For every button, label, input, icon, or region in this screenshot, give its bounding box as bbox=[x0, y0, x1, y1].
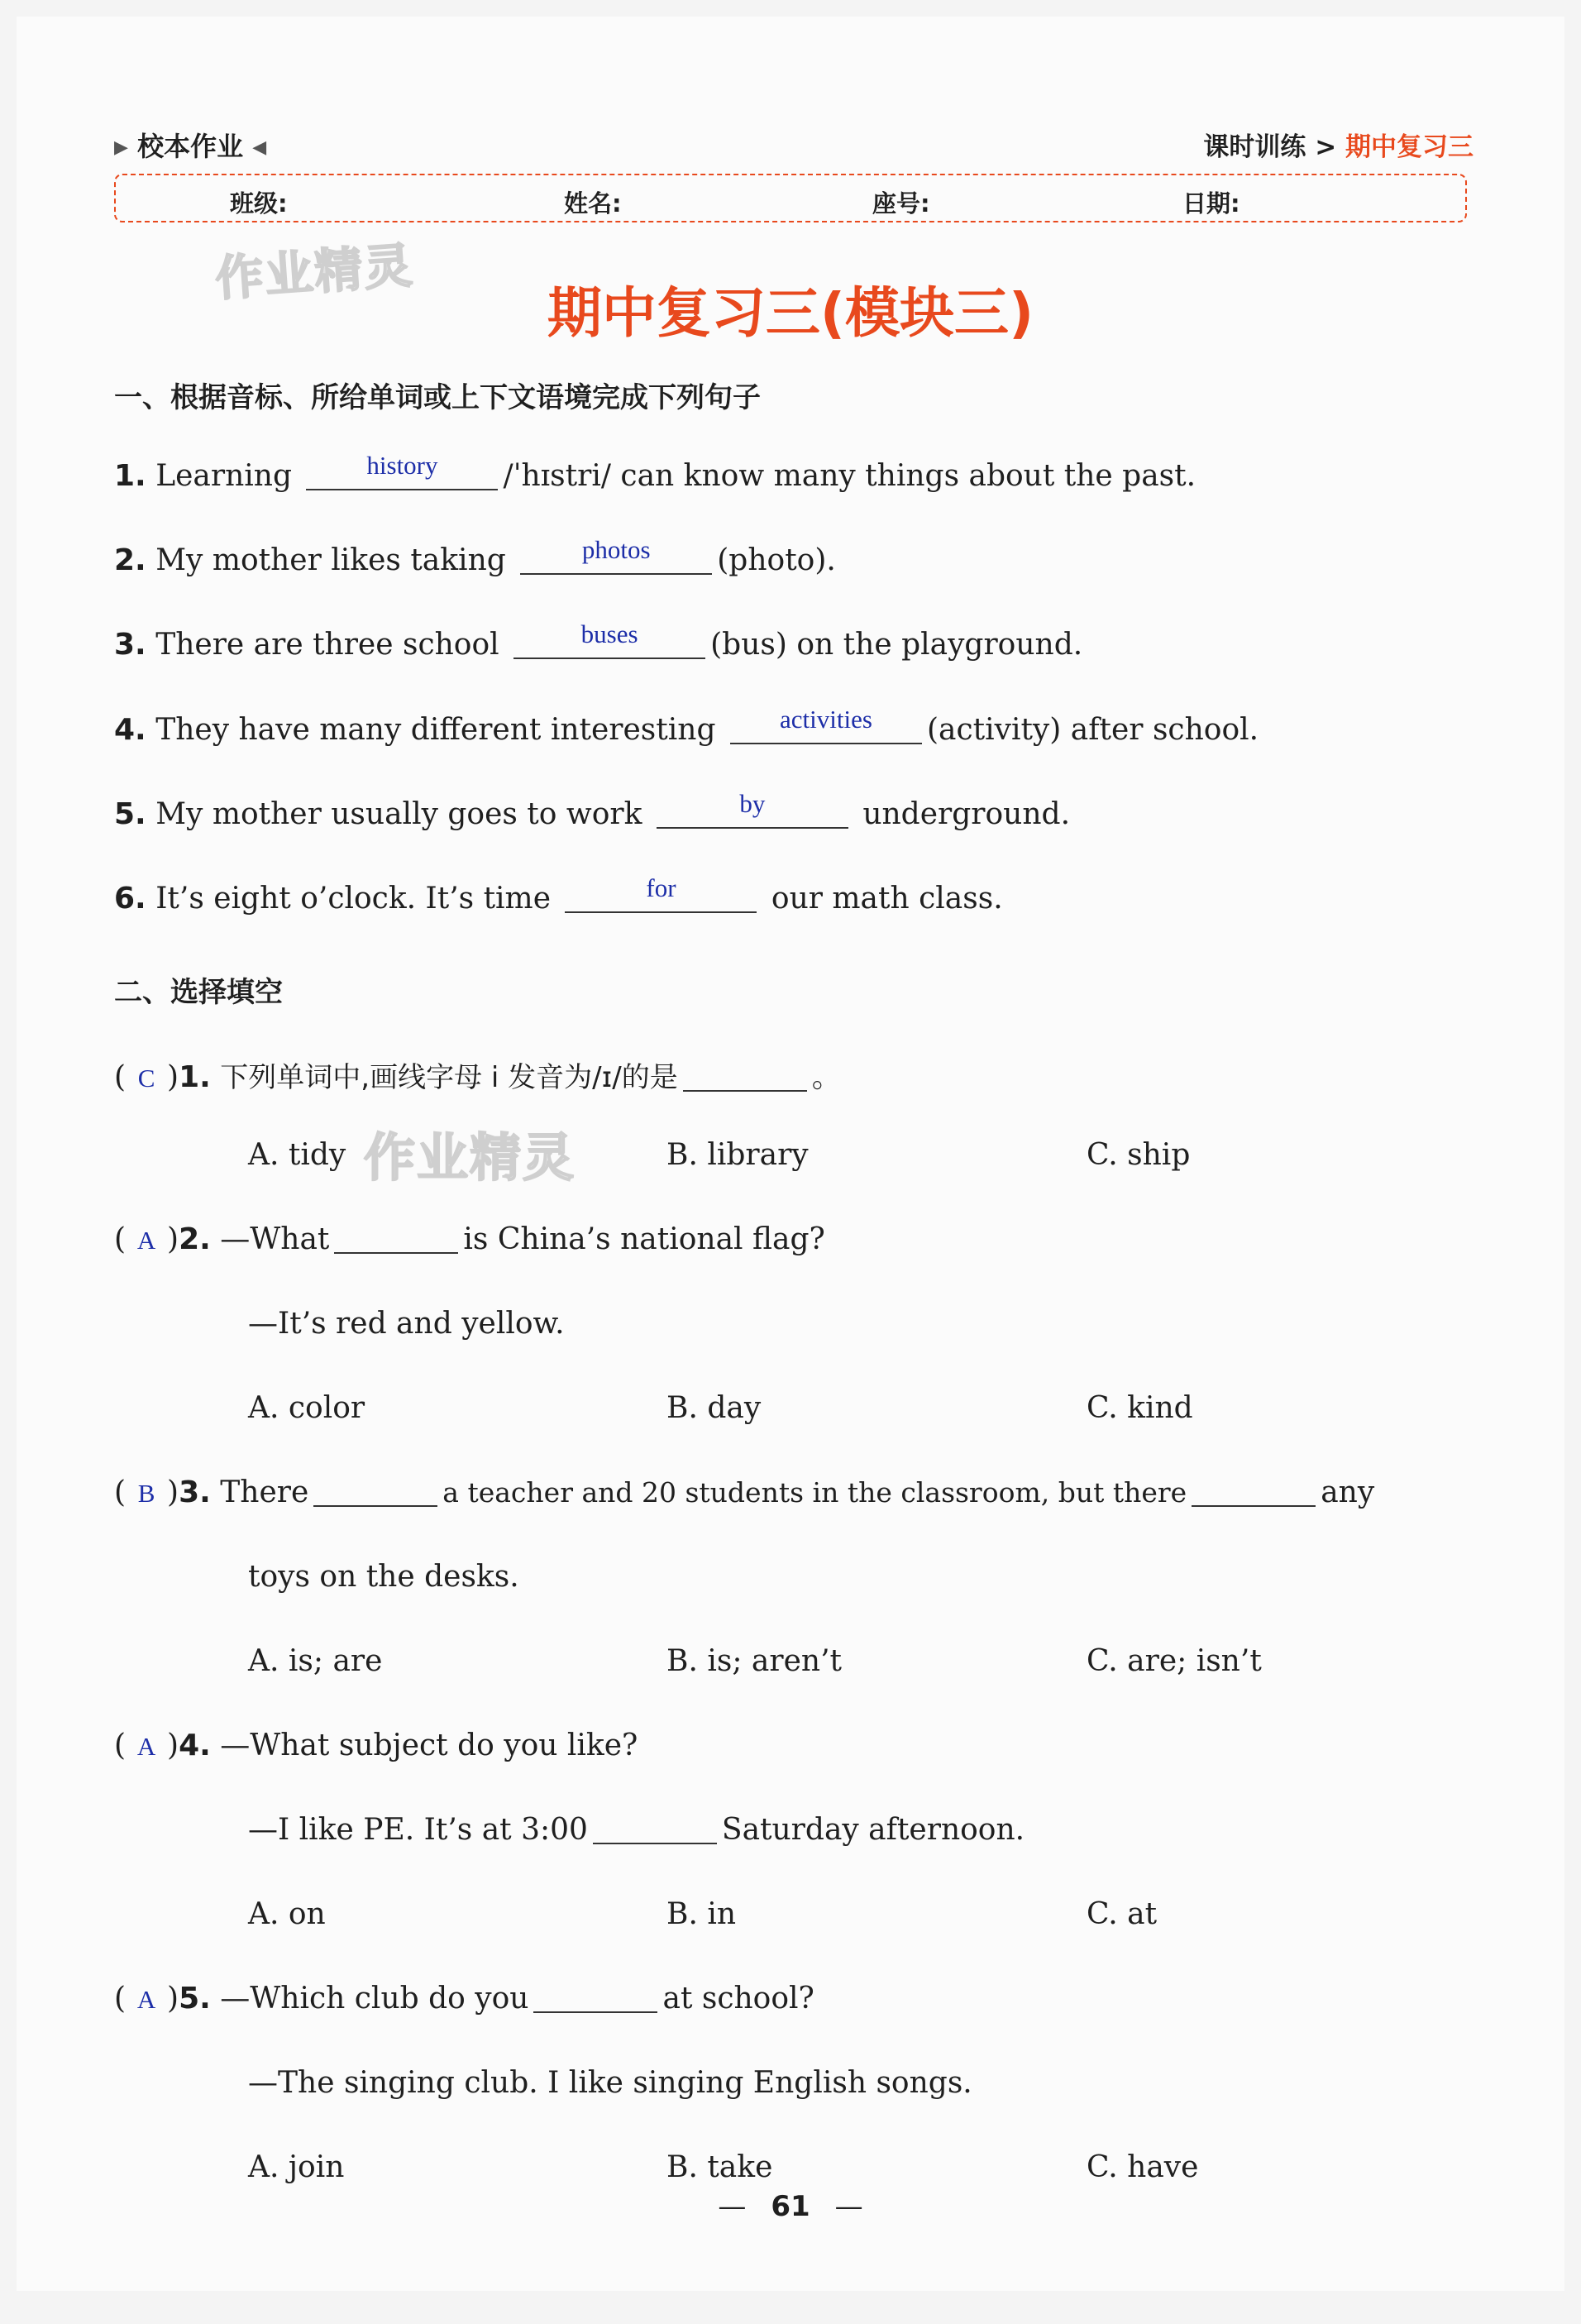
worksheet-page bbox=[17, 17, 1564, 2291]
option-c[interactable]: C. at bbox=[1087, 1897, 1158, 1931]
choice-question-3-line2: toys on the desks. bbox=[248, 1560, 519, 1594]
choice-answer[interactable]: A bbox=[136, 1732, 156, 1761]
fill-question-3: 3. There are three school buses (bus) on the playground. bbox=[114, 619, 1083, 662]
choice-question-1: ( C )1. 下列单词中,画线字母 i 发音为/ɪ/的是 。 bbox=[114, 1060, 842, 1094]
answer-blank[interactable] bbox=[657, 789, 848, 829]
student-info-box bbox=[114, 174, 1467, 222]
section2-heading: 二、选择填空 bbox=[114, 976, 283, 1009]
option-c[interactable]: C. kind bbox=[1087, 1391, 1193, 1425]
option-b[interactable]: B. in bbox=[666, 1897, 737, 1931]
header-breadcrumb bbox=[1203, 126, 1474, 163]
option-b[interactable]: B. library bbox=[666, 1138, 809, 1172]
answer-text: photos bbox=[581, 535, 651, 564]
page-number: 61 bbox=[771, 2190, 810, 2223]
option-a[interactable]: A. on bbox=[248, 1897, 326, 1931]
answer-blank[interactable] bbox=[313, 1475, 437, 1507]
footer-dash: — bbox=[834, 2190, 863, 2223]
seat-label: 座号: bbox=[872, 189, 930, 218]
answer-text: for bbox=[646, 873, 676, 902]
header-left bbox=[114, 126, 266, 164]
option-c[interactable]: C. have bbox=[1087, 2150, 1199, 2184]
option-b[interactable]: B. is; aren’t bbox=[666, 1644, 842, 1678]
page-title: 期中复习三(模块三) bbox=[547, 281, 1034, 345]
option-c[interactable]: C. are; isn’t bbox=[1087, 1644, 1262, 1678]
choice-question-2: ( A )2. —What is China’s national flag? bbox=[114, 1222, 825, 1256]
choice-question-5: ( A )5. —Which club do you at school? bbox=[114, 1982, 814, 2016]
choice-question-2-line2: —It’s red and yellow. bbox=[248, 1307, 565, 1341]
option-a[interactable]: A. tidy bbox=[248, 1138, 346, 1172]
option-a[interactable]: A. join bbox=[248, 2150, 345, 2184]
answer-text: by bbox=[739, 789, 766, 818]
answer-blank[interactable] bbox=[1192, 1475, 1316, 1507]
fill-question-4: 4. They have many different interesting activities (activity) after school. bbox=[114, 705, 1259, 747]
fill-question-6: 6. It’s eight o’clock. It’s time for our math class. bbox=[114, 873, 1003, 916]
option-b[interactable]: B. take bbox=[666, 2150, 773, 2184]
watermark-middle: 作业精灵 bbox=[364, 1127, 576, 1188]
choice-question-4: ( A )4. —What subject do you like? bbox=[114, 1729, 638, 1762]
choice-answer[interactable]: A bbox=[136, 1985, 156, 2014]
triangle-right-icon: ▶ bbox=[114, 137, 128, 158]
answer-blank[interactable] bbox=[306, 451, 498, 490]
answer-blank[interactable] bbox=[683, 1060, 807, 1092]
fill-question-5: 5. My mother usually goes to work by underground. bbox=[114, 789, 1071, 831]
choice-answer[interactable]: A bbox=[136, 1226, 156, 1255]
page-footer bbox=[17, 2190, 1564, 2223]
answer-blank[interactable] bbox=[520, 535, 712, 575]
answer-blank[interactable] bbox=[565, 873, 757, 913]
answer-blank[interactable] bbox=[513, 619, 705, 659]
watermark-top: 作业精灵 bbox=[213, 237, 416, 308]
option-c[interactable]: C. ship bbox=[1087, 1138, 1191, 1172]
choice-question-3: ( B )3. There a teacher and 20 students in the classroom, but there any bbox=[114, 1475, 1375, 1509]
choice-answer[interactable]: C bbox=[137, 1064, 155, 1093]
answer-blank[interactable] bbox=[334, 1222, 458, 1254]
answer-text: activities bbox=[780, 705, 872, 734]
answer-blank[interactable] bbox=[533, 1982, 657, 2013]
answer-text: buses bbox=[580, 619, 638, 648]
answer-text: history bbox=[366, 451, 438, 480]
answer-blank[interactable] bbox=[730, 705, 922, 744]
footer-dash: — bbox=[718, 2190, 747, 2223]
fill-question-1: 1. Learning history /ˈhɪstri/ can know many things about the past. bbox=[114, 451, 1196, 493]
option-a[interactable]: A. is; are bbox=[248, 1644, 383, 1678]
name-label: 姓名: bbox=[564, 189, 622, 218]
breadcrumb-current: 期中复习三 bbox=[1345, 132, 1474, 162]
fill-question-2: 2. My mother likes taking photos (photo). bbox=[114, 535, 836, 577]
breadcrumb-parent: 课时训练 > bbox=[1203, 132, 1337, 162]
triangle-left-icon: ◀ bbox=[252, 137, 267, 158]
choice-answer[interactable]: B bbox=[137, 1479, 155, 1508]
option-b[interactable]: B. day bbox=[666, 1391, 762, 1425]
class-label: 班级: bbox=[230, 189, 288, 218]
option-a[interactable]: A. color bbox=[248, 1391, 365, 1425]
answer-blank[interactable] bbox=[593, 1813, 717, 1844]
section1-heading: 一、根据音标、所给单词或上下文语境完成下列句子 bbox=[114, 381, 761, 414]
choice-question-5-line2: —The singing club. I like singing English songs. bbox=[248, 2066, 972, 2100]
choice-question-4-line2: —I like PE. It’s at 3:00 Saturday afternoon. bbox=[248, 1813, 1025, 1847]
header-left-label: 校本作业 bbox=[137, 131, 244, 162]
date-label: 日期: bbox=[1182, 189, 1240, 218]
